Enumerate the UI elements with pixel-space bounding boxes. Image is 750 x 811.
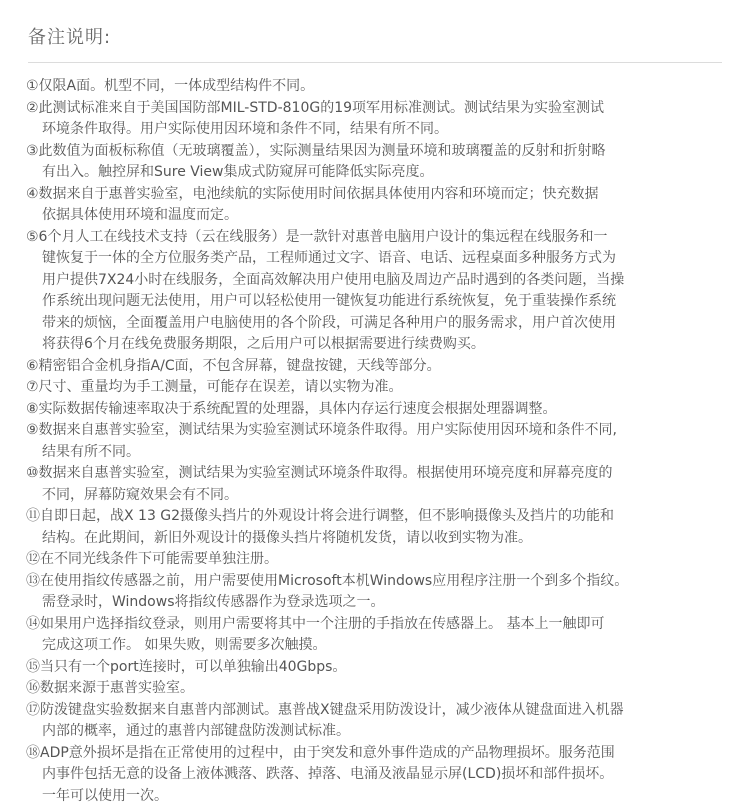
note-item bbox=[26, 700, 734, 743]
note-line: 将获得6个月在线免费服务期限，之后用户可以根据需要进行续费购买。 bbox=[42, 336, 485, 352]
note-line: 用户提供7X24小时在线服务，全面高效解决用户使用电脑及周边产品时遇到的各类问题，当操 bbox=[42, 271, 625, 288]
note-item bbox=[26, 76, 734, 98]
note-item bbox=[26, 743, 734, 808]
note-line: ⑫在不同光线条件下可能需要单独注册。 bbox=[26, 551, 278, 567]
note-line: ⑪自即日起，战X 13 G2摄像头挡片的外观设计将会进行调整，但不影响摄像头及挡片的功能和 bbox=[26, 508, 615, 524]
note-item bbox=[26, 549, 734, 571]
note-line: ⑭如果用户选择指纹登录，则用户需要将其中一个注册的手指放在传感器上。 基本上一触即可 bbox=[26, 615, 605, 632]
page-title: 备注说明: bbox=[28, 27, 112, 48]
note-line: 需登录时，Windows将指纹传感器作为登录选项之一。 bbox=[42, 594, 385, 610]
note-item bbox=[26, 506, 734, 549]
note-line: 内事件包括无意的设备上液体溅落、跌落、掉落、电涌及液晶显示屏(LCD)损坏和部件损坏。 bbox=[42, 766, 614, 782]
note-line: ④数据来自于惠普实验室，电池续航的实际使用时间依据具体使用内容和环境而定；快充数据 bbox=[26, 185, 599, 202]
note-line: 有出入。触控屏和Sure View集成式防窥屏可能降低实际亮度。 bbox=[42, 164, 434, 180]
note-line: 带来的烦恼，全面覆盖用户电脑使用的各个阶段，可满足各种用户的服务需求，用户首次使用 bbox=[42, 314, 616, 331]
note-item bbox=[26, 420, 734, 463]
note-item bbox=[26, 463, 734, 506]
note-line: 环境条件取得。用户实际使用因环境和条件不同，结果有所不同。 bbox=[42, 121, 448, 137]
note-line: 作系统出现问题无法使用，用户可以轻松使用一键恢复功能进行系统恢复，免于重装操作系统 bbox=[42, 293, 616, 309]
note-line: ①仅限A面。机型不同，一体成型结构件不同。 bbox=[26, 78, 315, 94]
note-line: ⑰防泼键盘实验数据来自惠普内部测试。惠普战X键盘采用防泼设计，减少液体从键盘面进入机器 bbox=[26, 701, 624, 718]
note-line: 一年可以使用一次。 bbox=[42, 787, 168, 804]
note-line: ⑧实际数据传输速率取决于系统配置的处理器，具体内存运行速度会根据处理器调整。 bbox=[26, 400, 557, 417]
note-line: ⑬在使用指纹传感器之前，用户需要使用Microsoft本机Windows应用程序注册一个到多个指纹。 bbox=[26, 572, 629, 589]
note-line: ②此测试标准来自于美国国防部MIL-STD-810G的19项军用标准测试。测试结果为实验室测试 bbox=[26, 99, 605, 116]
note-line: 内部的概率，通过的惠普内部键盘防泼测试标准。 bbox=[42, 723, 350, 739]
note-line: 依据具体使用环境和温度而定。 bbox=[42, 207, 238, 223]
note-item bbox=[26, 399, 734, 421]
note-item bbox=[26, 227, 734, 356]
note-line: ⑱ADP意外损坏是指在正常使用的过程中，由于突发和意外事件造成的产品物理损坏。服务范围 bbox=[26, 744, 615, 761]
note-line: ⑮当只有一个port连接时，可以单独输出40Gbps。 bbox=[26, 658, 347, 675]
note-item bbox=[26, 657, 734, 679]
note-line: ⑦尺寸、重量均为手工测量，可能存在误差，请以实物为准。 bbox=[26, 379, 403, 395]
note-line: 不同，屏幕防窥效果会有不同。 bbox=[42, 486, 238, 503]
note-line: 结果有所不同。 bbox=[42, 443, 140, 460]
note-item bbox=[26, 184, 734, 227]
note-line: 键恢复于一体的全方位服务类产品，工程师通过文字、语音、电话、远程桌面多种服务方式为 bbox=[42, 250, 616, 266]
note-line: ⑥精密铝合金机身指A/C面，不包含屏幕，键盘按键，天线等部分。 bbox=[26, 357, 441, 374]
note-line: ⑩数据来自惠普实验室，测试结果为实验室测试环境条件取得。根据使用环境亮度和屏幕亮度的 bbox=[26, 465, 613, 481]
note-item bbox=[26, 141, 734, 184]
note-item bbox=[26, 98, 734, 141]
note-item bbox=[26, 377, 734, 399]
note-line: ③此数值为面板标称值（无玻璃覆盖），实际测量结果因为测量环境和玻璃覆盖的反射和折射略 bbox=[26, 142, 606, 159]
note-line: ⑨数据来自惠普实验室，测试结果为实验室测试环境条件取得。用户实际使用因环境和条件不同, bbox=[26, 422, 617, 438]
note-item bbox=[26, 678, 734, 700]
notes-list bbox=[26, 76, 734, 807]
note-item bbox=[26, 571, 734, 614]
note-line: ⑯数据来源于惠普实验室。 bbox=[26, 680, 194, 696]
note-line: ⑤6个月人工在线技术支持（云在线服务）是一款针对惠普电脑用户设计的集远程在线服务和一 bbox=[26, 228, 608, 245]
note-line: 完成这项工作。 如果失败，则需要多次触摸。 bbox=[42, 637, 327, 653]
note-line: 结构。在此期间，新旧外观设计的摄像头挡片将随机发货，请以收到实物为准。 bbox=[42, 529, 532, 546]
title-divider bbox=[28, 62, 722, 63]
note-item bbox=[26, 614, 734, 657]
note-item bbox=[26, 356, 734, 378]
